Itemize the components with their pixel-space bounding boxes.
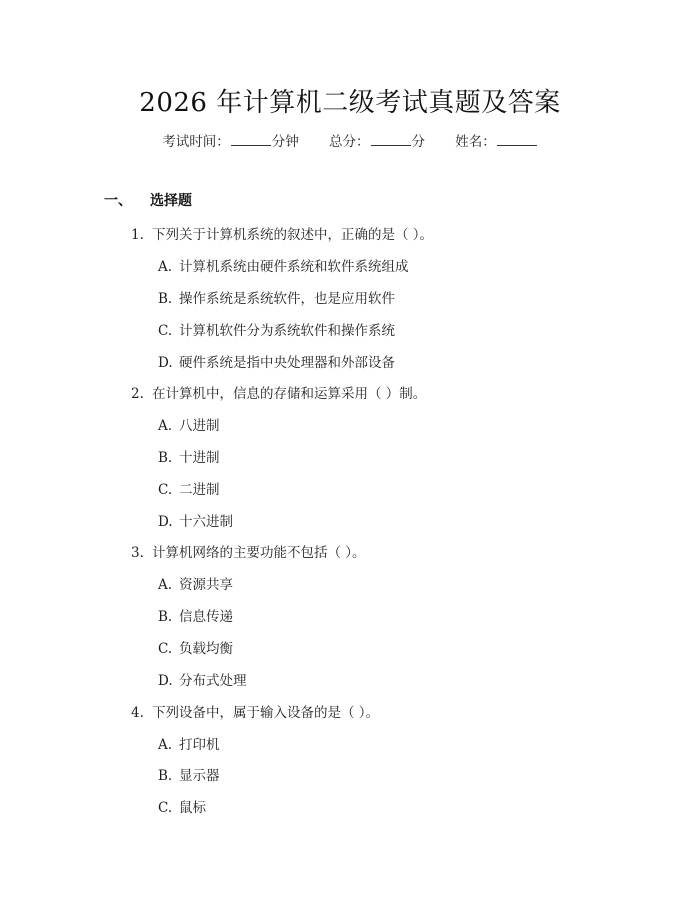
option-3c[interactable] <box>158 637 233 657</box>
option-text: 资源共享 <box>179 577 233 593</box>
option-letter: B. <box>158 609 173 625</box>
option-text: 信息传递 <box>179 609 233 625</box>
option-text: 分布式处理 <box>179 673 247 689</box>
total-score-label: 总分： <box>329 134 370 150</box>
section-title: 选择题 <box>150 193 192 209</box>
option-3b[interactable] <box>158 605 233 625</box>
option-text: 十六进制 <box>179 514 233 530</box>
option-text: 显示器 <box>179 768 220 784</box>
name-label: 姓名： <box>455 134 496 150</box>
option-letter: C. <box>158 800 173 816</box>
option-letter: C. <box>158 641 173 657</box>
question-text: 计算机网络的主要功能不包括（ ）。 <box>152 545 366 561</box>
question-text: 在计算机中，信息的存储和运算采用（ ）制。 <box>152 386 427 402</box>
option-letter: B. <box>158 768 173 784</box>
option-1d[interactable] <box>158 351 395 371</box>
option-letter: D. <box>158 673 173 689</box>
question-text: 下列关于计算机系统的叙述中，正确的是（ ）。 <box>152 227 434 243</box>
option-text: 二进制 <box>179 482 220 498</box>
section-heading <box>104 190 192 210</box>
option-4c[interactable] <box>158 796 206 816</box>
exam-time-blank[interactable] <box>231 133 271 146</box>
option-text: 打印机 <box>179 737 220 753</box>
exam-time-label: 考试时间： <box>162 134 230 150</box>
option-text: 十进制 <box>179 450 220 466</box>
question-4 <box>131 701 379 721</box>
name-field <box>455 134 538 150</box>
question-3 <box>131 541 366 561</box>
name-blank[interactable] <box>497 133 537 146</box>
option-letter: D. <box>158 355 173 371</box>
option-2d[interactable] <box>158 510 233 530</box>
total-score-field <box>329 134 425 150</box>
option-text: 硬件系统是指中央处理器和外部设备 <box>179 355 395 371</box>
option-text: 计算机系统由硬件系统和软件系统组成 <box>179 259 409 275</box>
question-number: 4. <box>131 705 144 721</box>
option-letter: C. <box>158 323 173 339</box>
option-letter: A. <box>158 259 173 275</box>
option-2a[interactable] <box>158 414 220 434</box>
option-text: 八进制 <box>179 418 220 434</box>
section-number: 一、 <box>104 193 132 209</box>
option-4b[interactable] <box>158 764 220 784</box>
exam-time-field <box>162 134 299 150</box>
option-2b[interactable] <box>158 446 220 466</box>
question-1 <box>131 223 433 243</box>
total-score-unit: 分 <box>411 134 425 150</box>
option-letter: A. <box>158 418 173 434</box>
option-4a[interactable] <box>158 733 220 753</box>
option-3d[interactable] <box>158 669 247 689</box>
option-3a[interactable] <box>158 573 233 593</box>
option-text: 计算机软件分为系统软件和操作系统 <box>179 323 395 339</box>
option-letter: B. <box>158 291 173 307</box>
option-1a[interactable] <box>158 255 409 275</box>
question-2 <box>131 382 426 402</box>
option-2c[interactable] <box>158 478 220 498</box>
question-text: 下列设备中，属于输入设备的是（ ）。 <box>152 705 380 721</box>
option-text: 负载均衡 <box>179 641 233 657</box>
question-number: 3. <box>131 545 144 561</box>
option-1c[interactable] <box>158 319 395 339</box>
option-letter: B. <box>158 450 173 466</box>
option-text: 操作系统是系统软件，也是应用软件 <box>179 291 395 307</box>
exam-time-unit: 分钟 <box>271 134 299 150</box>
question-number: 2. <box>131 386 144 402</box>
option-letter: C. <box>158 482 173 498</box>
option-1b[interactable] <box>158 287 395 307</box>
page-title: 2026 年计算机二级考试真题及答案 <box>139 88 561 118</box>
option-text: 鼠标 <box>179 800 206 816</box>
option-letter: A. <box>158 577 173 593</box>
option-letter: D. <box>158 514 173 530</box>
exam-info-line <box>0 130 700 150</box>
question-number: 1. <box>131 227 144 243</box>
option-letter: A. <box>158 737 173 753</box>
total-score-blank[interactable] <box>371 133 411 146</box>
